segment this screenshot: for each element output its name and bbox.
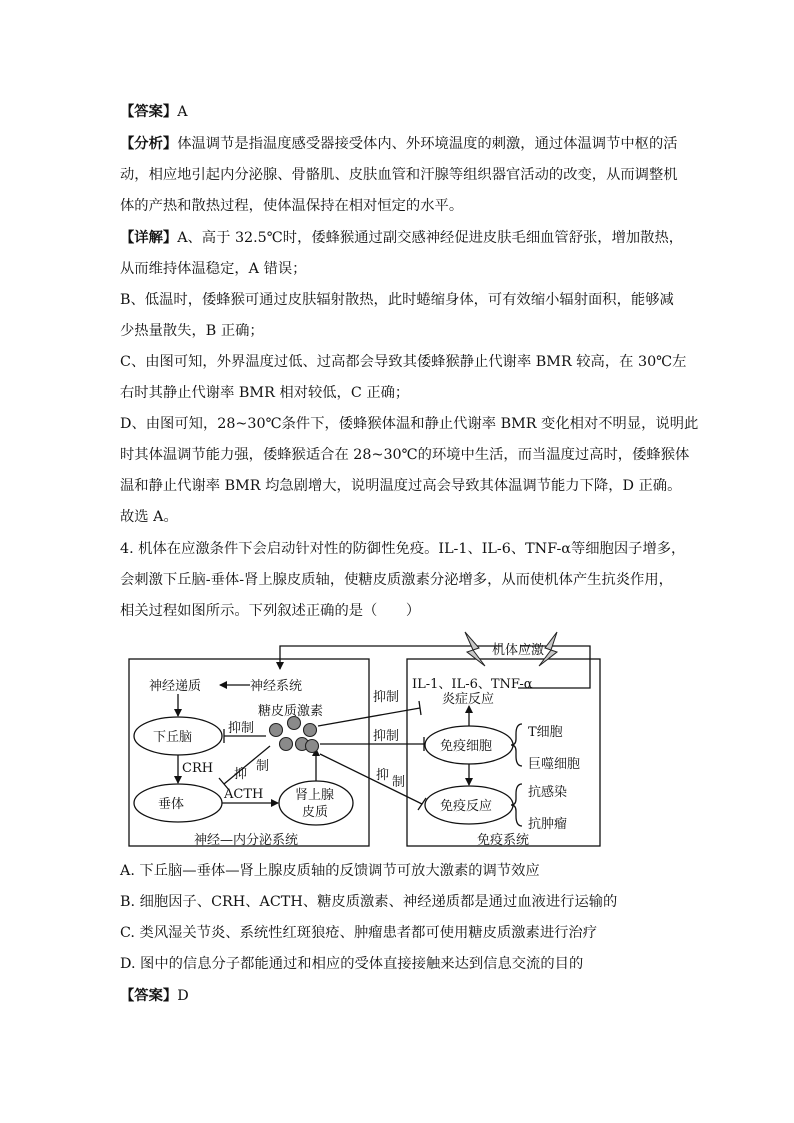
option-c: C. 类风湿关节炎、系统性红斑狼疮、肿瘤患者都可使用糖皮质激素进行治疗 <box>120 925 598 941</box>
anti-infection-label: 抗感染 <box>528 785 568 800</box>
inhibit-label-pituitary-2: 制 <box>256 759 270 774</box>
adrenal-label-2: 皮质 <box>302 805 329 820</box>
detail-line-8: 时其体温调节能力强，倭蜂猴适合在 28~30℃的环境中生活，而当温度过高时，倭蜂猴体 <box>120 447 690 463</box>
inhibit-label-hypothalamus: 抑制 <box>228 721 255 736</box>
question-line-1: 4. 机体在应激条件下会启动针对性的防御性免疫。IL-1、IL-6、TNF-α等细胞因子增多， <box>120 541 686 557</box>
detail-line-10: 故选 A。 <box>120 509 178 525</box>
detail-text: A、高于 32.5℃时，倭蜂猴通过副交感神经促进皮肤毛细血管舒张，增加散热， <box>177 230 684 246</box>
detail-line-1 <box>120 228 683 248</box>
analysis-text: 体温调节是指温度感受器接受体内、外环境温度的刺激，通过体温调节中枢的活 <box>177 136 678 152</box>
acth-label: ACTH <box>224 787 264 802</box>
immune-cell-brace <box>511 724 522 766</box>
analysis-line-3: 体的产热和散热过程，使体温保持在相对恒定的水平。 <box>120 198 464 214</box>
pituitary-label: 垂体 <box>158 797 185 812</box>
macrophage-label: 巨噬细胞 <box>528 757 581 772</box>
lightning-left-icon <box>465 632 485 666</box>
detail-line-7: D、由图可知，28~30℃条件下，倭蜂猴体温和静止代谢率 BMR 变化相对不明显，说明此 <box>120 416 699 432</box>
detail-line-2: 从而维持体温稳定，A 错误； <box>120 261 307 277</box>
immune-response-brace <box>511 784 522 826</box>
t-cell-label: T细胞 <box>528 725 563 740</box>
adrenal-label-1: 肾上腺 <box>295 788 335 803</box>
inhibit-label-response-2: 制 <box>392 775 406 790</box>
analysis-line-1 <box>120 134 678 154</box>
crh-label: CRH <box>182 761 214 776</box>
neural-system-label: 神经系统 <box>250 679 303 694</box>
option-a: A. 下丘脑—垂体—肾上腺皮质轴的反馈调节可放大激素的调节效应 <box>120 863 540 879</box>
detail-line-3: B、低温时，倭蜂猴可通过皮肤辐射散热，此时蜷缩身体，可有效缩小辐射面积，能够减 <box>120 292 674 308</box>
answer-line <box>120 102 188 122</box>
answer-tag-2: 【答案】 <box>120 988 178 1004</box>
neuro-endocrine-caption: 神经—内分泌系统 <box>194 833 299 848</box>
detail-line-5: C、由图可知，外界温度过低、过高都会导致其倭蜂猴静止代谢率 BMR 较高，在 30℃左 <box>120 354 687 370</box>
cytokines-label: IL-1、IL-6、TNF-α <box>412 677 533 692</box>
neuro-endocrine-immune-diagram <box>120 626 610 854</box>
inhibit-label-response-1: 抑 <box>376 768 390 783</box>
hypothalamus-label: 下丘脑 <box>153 730 193 745</box>
detail-line-4: 少热量散失，B 正确； <box>120 323 264 339</box>
answer-value: A <box>177 104 188 120</box>
immune-response-label: 免疫反应 <box>440 799 493 814</box>
inflammation-label: 炎症反应 <box>442 692 495 707</box>
answer-tag: 【答案】 <box>120 104 178 120</box>
question-line-2: 会刺激下丘脑-垂体-肾上腺皮质轴，使糖皮质激素分泌增多，从而使机体产生抗炎作用， <box>120 572 673 588</box>
analysis-tag: 【分析】 <box>120 136 178 152</box>
immune-system-caption: 免疫系统 <box>477 833 530 848</box>
answer-line-2 <box>120 986 189 1006</box>
inhibit-label-inflammation: 抑制 <box>373 690 400 705</box>
anti-tumor-label: 抗肿瘤 <box>528 817 568 832</box>
stress-label: 机体应激 <box>492 643 545 658</box>
option-d: D. 图中的信息分子都能通过和相应的受体直接接触来达到信息交流的目的 <box>120 956 584 972</box>
glucocorticoid-particles <box>270 717 319 753</box>
glucocorticoid-label: 糖皮质激素 <box>258 704 324 719</box>
detail-line-6: 右时其静止代谢率 BMR 相对较低，C 正确； <box>120 385 410 401</box>
analysis-line-2: 动，相应地引起内分泌腺、骨骼肌、皮肤血管和汗腺等组织器官活动的改变，从而调整机 <box>120 167 678 183</box>
neurotransmitter-label: 神经递质 <box>149 679 202 694</box>
detail-line-9: 温和静止代谢率 BMR 均急剧增大，说明温度过高会导致其体温调节能力下降，D 正确。 <box>120 478 682 494</box>
answer-value-2: D <box>177 988 189 1004</box>
option-b: B. 细胞因子、CRH、ACTH、糖皮质激素、神经递质都是通过血液进行运输的 <box>120 894 618 910</box>
detail-tag: 【详解】 <box>120 230 178 246</box>
immune-cell-label: 免疫细胞 <box>440 739 493 754</box>
inhibit-label-immune-cell: 抑制 <box>373 729 400 744</box>
stress-to-neuro-arrow <box>280 646 502 669</box>
inhibit-label-pituitary-1: 抑 <box>234 767 248 782</box>
question-line-3: 相关过程如图所示。下列叙述正确的是（ ） <box>120 603 421 619</box>
